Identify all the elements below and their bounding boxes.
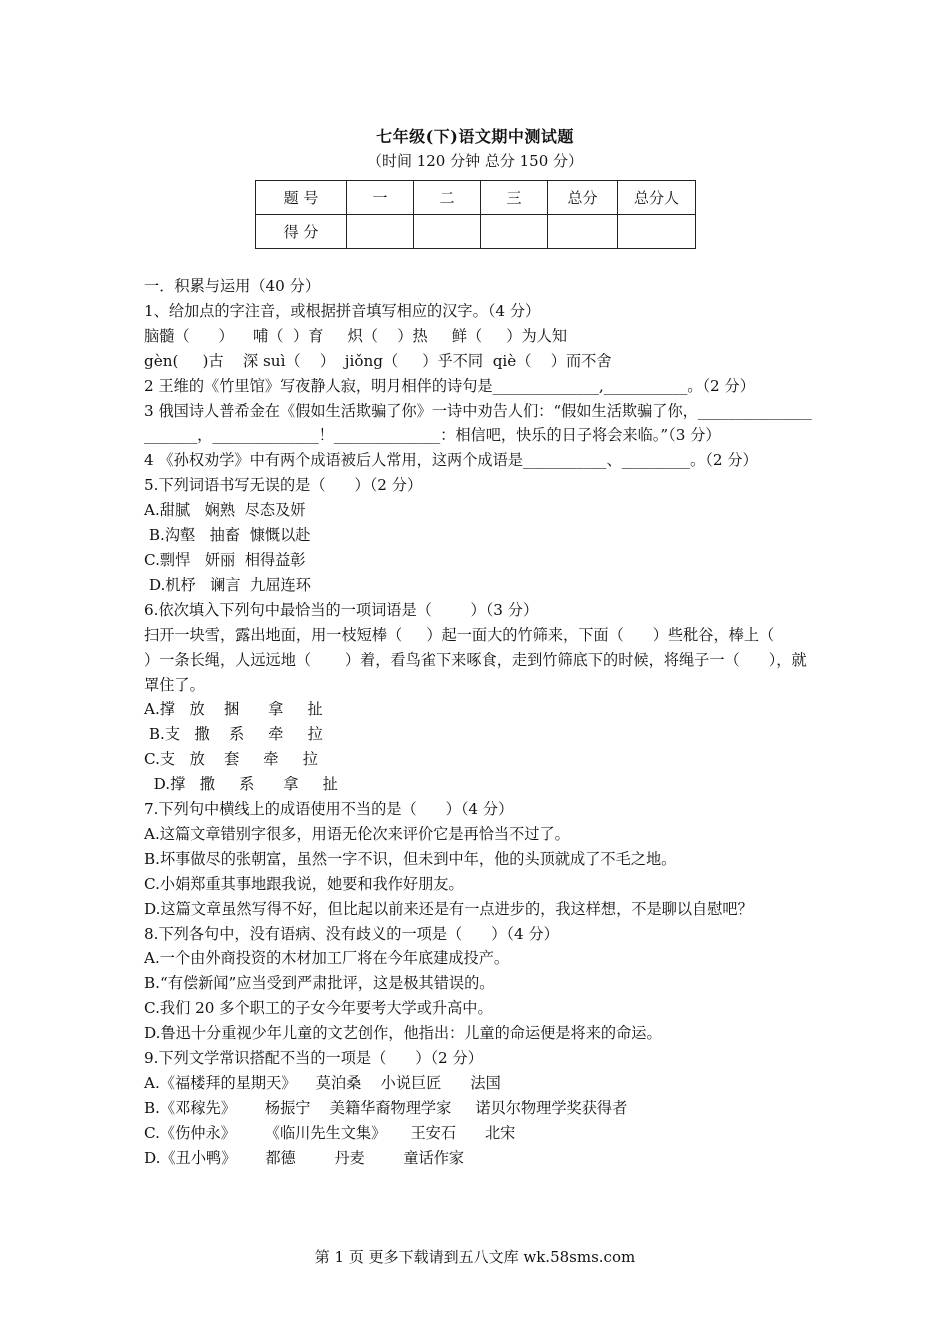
question-6-option-b: B.支 撒 系 牵 拉 <box>144 725 323 744</box>
question-5-option-a: A.甜腻 娴熟 尽态及妍 <box>144 501 306 520</box>
score-table-score-row <box>256 215 696 249</box>
header-cell-item-number: 题 号 <box>256 181 347 215</box>
question-6-option-a: A.撑 放 捆 拿 扯 <box>144 700 323 719</box>
question-8: 8.下列各句中，没有语病、没有歧义的一项是（ ）（4 分） <box>144 924 559 943</box>
question-7-option-a: A.这篇文章错别字很多，用语无伦次来评价它是再恰当不过了。 <box>144 824 570 843</box>
question-4: 4 《孙权劝学》中有两个成语被后人常用，这两个成语是___________、_________。（2 分） <box>144 451 758 470</box>
question-9-option-a: A.《福楼拜的星期天》 莫泊桑 小说巨匠 法国 <box>144 1074 501 1092</box>
header-cell-part-1: 一 <box>347 181 414 215</box>
question-7-option-b: B.坏事做尽的张朝富，虽然一字不识，但未到中年，他的头顶就成了不毛之地。 <box>144 849 677 868</box>
score-cell[interactable] <box>618 215 696 249</box>
question-9-option-c: C.《伤仲永》 《临川先生文集》 王安石 北宋 <box>144 1123 516 1142</box>
question-5-option-d: D.机杼 谰言 九屈连环 <box>144 575 311 594</box>
question-6-option-c: C.支 放 套 牵 拉 <box>144 750 318 769</box>
question-1-line-a: 脑髓（ ） 哺（ ）育 炽（ ）热 鲜（ ）为人知 <box>144 326 568 345</box>
score-row-label: 得 分 <box>256 215 347 249</box>
question-8-option-d: D.鲁迅十分重视少年儿童的文艺创作，他指出：儿童的命运便是将来的命运。 <box>144 1024 662 1043</box>
score-cell[interactable] <box>548 215 618 249</box>
question-9-option-d: D.《丑小鸭》 都德 丹麦 童话作家 <box>144 1148 465 1167</box>
question-5-option-b: B.沟壑 抽畜 慷慨以赴 <box>144 526 311 545</box>
question-6: 6.依次填入下列句中最恰当的一项词语是（ ）（3 分） <box>144 600 539 619</box>
header-cell-part-3: 三 <box>481 181 548 215</box>
question-9-option-b: B.《邓稼先》 杨振宁 美籍华裔物理学家 诺贝尔物理学奖获得者 <box>144 1098 628 1117</box>
question-8-option-c: C.我们 20 多个职工的子女今年要考大学或升高中。 <box>144 999 493 1018</box>
exam-body <box>144 274 812 1171</box>
score-table-header-row <box>256 181 696 215</box>
question-9: 9.下列文学常识搭配不当的一项是（ ）（2 分） <box>144 1049 483 1068</box>
question-7-option-d: D.这篇文章虽然写得不好，但比起以前来还是有一点进步的，我这样想，不是聊以自慰吧？ <box>144 899 753 918</box>
question-8-option-a: A.一个由外商投资的木材加工厂将在今年底建成投产。 <box>144 949 510 968</box>
question-1: 1、给加点的字注音，或根据拼音填写相应的汉字。（4 分） <box>144 301 541 320</box>
question-5: 5.下列词语书写无误的是（ ）（2 分） <box>144 476 423 495</box>
question-8-option-b: B.“有偿新闻”应当受到严肃批评，这是极其错误的。 <box>144 974 495 993</box>
header-cell-total: 总分 <box>548 181 618 215</box>
section-heading: 一．积累与运用（40 分） <box>144 277 321 295</box>
question-3: 3 俄国诗人普希金在《假如生活欺骗了你》一诗中劝告人们：“假如生活欺骗了你，______________________，______________！______________：相信吧，快乐的日子将会来临。”（3 分） <box>144 401 812 445</box>
header-cell-grader: 总分人 <box>618 181 696 215</box>
header-cell-part-2: 二 <box>414 181 481 215</box>
question-6-passage: 扫开一块雪，露出地面，用一枝短棒（ ）起一面大的竹筛来，下面（ ）些秕谷，棒上（ ）一条长绳，人远远地（ ）着，看鸟雀下来啄食，走到竹筛底下的时候，将绳子一（ ），就罩住了。 <box>144 625 809 694</box>
question-7-option-c: C.小娟郑重其事地跟我说，她要和我作好朋友。 <box>144 874 464 893</box>
question-2: 2 王维的《竹里馆》写夜静人寂，明月相伴的诗句是______________,___________。（2 分） <box>144 376 755 395</box>
question-7: 7.下列句中横线上的成语使用不当的是（ ）（4 分） <box>144 800 514 819</box>
score-table <box>255 180 696 249</box>
question-6-option-d: D.撑 撒 系 拿 扯 <box>144 775 338 794</box>
exam-subtitle: （时间 120 分钟 总分 150 分） <box>366 152 584 170</box>
score-cell[interactable] <box>481 215 548 249</box>
page-footer: 第 1 页 更多下载请到五八文库 wk.58sms.com <box>314 1248 636 1266</box>
question-1-line-b: gèn( )古 深 suì（ ） jiǒng（ ）乎不同 qiè（ ）而不舍 <box>144 351 612 370</box>
question-5-option-c: C.剽悍 妍丽 相得益彰 <box>144 550 306 569</box>
exam-title: 七年级(下)语文期中测试题 <box>376 127 574 146</box>
score-cell[interactable] <box>347 215 414 249</box>
score-cell[interactable] <box>414 215 481 249</box>
